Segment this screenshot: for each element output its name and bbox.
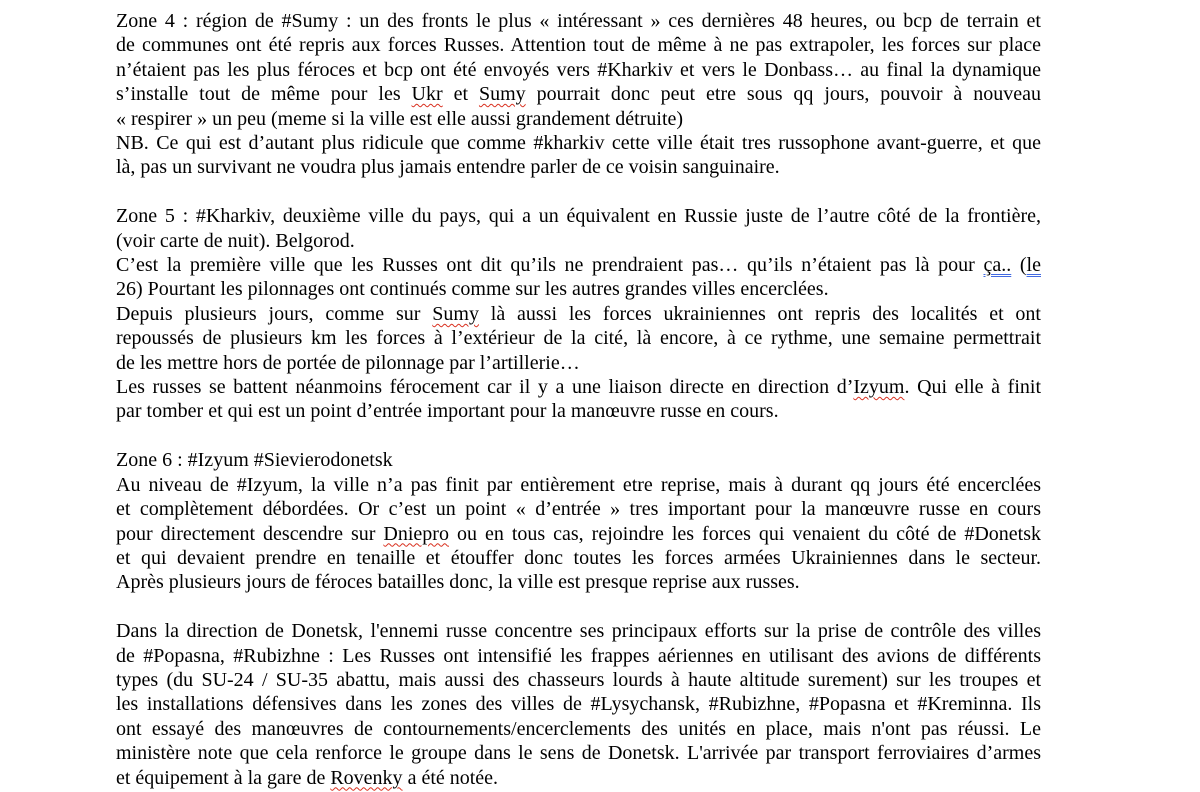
- paragraph-zone-5: [116, 204, 1041, 424]
- text-line: de les mettre hors de portée de pilonnage par l’artillerie…: [116, 351, 580, 374]
- text-line: [116, 253, 1041, 277]
- spelling-error-word[interactable]: Dniepro: [383, 522, 449, 545]
- text-line: de communes ont été repris aux forces Russes. Attention tout de même à ne pas extrapoler, les forces sur place: [116, 34, 1041, 57]
- text-line: types (du SU-24 / SU-35 abattu, mais aussi des chasseurs lourds à haute altitude surement) sur les troupes et: [116, 668, 1041, 691]
- text-line: Zone 4 : région de #Sumy : un des fronts le plus « intéressant » ces dernières 48 heures, ou bcp de terrain et: [116, 10, 1041, 32]
- spelling-error-word[interactable]: Ukr: [411, 83, 443, 106]
- text-line: [116, 82, 1041, 106]
- paragraph-donetsk: [116, 619, 1041, 790]
- text-line: ministère note que cela renforce le groupe dans le sens de Donetsk. L'arrivée par transport ferroviaires d’armes: [116, 742, 1041, 765]
- text-line: les installations défensives dans les zones des villes de #Lysychansk, #Rubizhne, #Popasna et #Kreminna. Ils: [116, 693, 1041, 716]
- text-line: de #Popasna, #Rubizhne : Les Russes ont intensifié les frappes aériennes en utilisant des avions de différents: [116, 644, 1041, 667]
- grammar-error-word[interactable]: ça..: [983, 254, 1012, 277]
- empty-line: [116, 424, 1041, 448]
- text-line: ont essayé des manœuvres de contournements/encerclements des unités en place, mais n'ont pas réussi. Le: [116, 717, 1041, 740]
- text-line: [116, 375, 1041, 399]
- document-body[interactable]: [116, 9, 1041, 790]
- text-line: [116, 766, 1041, 790]
- text-run: . Qui elle à finit: [904, 376, 1042, 399]
- text-line: Dans la direction de Donetsk, l'ennemi russe concentre ses principaux efforts sur la prise de contrôle des villes: [116, 620, 1041, 643]
- text-run: a été notée.: [402, 766, 499, 789]
- text-line: 26) Pourtant les pilonnages ont continués comme sur les autres grandes villes encerclées.: [116, 278, 829, 301]
- text-line: n’étaient pas les plus féroces et bcp ont été envoyés vers #Kharkiv et vers le Donbass… au final la dynamique: [116, 58, 1041, 81]
- spelling-error-word[interactable]: Rovenky: [330, 766, 403, 789]
- empty-line: [116, 595, 1041, 619]
- text-line: « respirer » un peu (meme si la ville est elle aussi grandement détruite): [116, 107, 684, 130]
- text-run: pour directement descendre sur: [116, 522, 384, 545]
- text-line: et qui devaient prendre en tenaille et étouffer donc toutes les forces armées Ukrainiennes dans le secteur.: [116, 546, 1041, 569]
- text-run: ou en tous cas, rejoindre les forces qui venaient du côté de #Donetsk: [448, 522, 1042, 545]
- text-line: Zone 5 : #Kharkiv, deuxième ville du pays, qui a un équivalent en Russie juste de l’autre côté de la frontière,: [116, 205, 1041, 228]
- text-line: [116, 302, 1041, 326]
- text-run: (: [1011, 254, 1027, 277]
- text-run: s’installe tout de même pour les: [116, 83, 412, 106]
- text-run: Les russes se battent néanmoins férocement car il y a une liaison directe en direction d’: [116, 376, 854, 399]
- paragraph-zone-6: [116, 448, 1041, 594]
- spelling-error-word[interactable]: Sumy: [478, 83, 526, 106]
- text-line: [116, 522, 1041, 546]
- text-line: là, pas un survivant ne voudra plus jamais entendre parler de ce voisin sanguinaire.: [116, 156, 780, 179]
- text-line: (voir carte de nuit). Belgorod.: [116, 229, 355, 252]
- text-run: C’est la première ville que les Russes ont dit qu’ils ne prendraient pas… qu’ils n’étaient pas là pour: [116, 254, 984, 277]
- spelling-error-word[interactable]: Izyum: [853, 376, 905, 399]
- empty-line: [116, 180, 1041, 204]
- text-line: par tomber et qui est un point d’entrée important pour la manœuvre russe en cours.: [116, 400, 779, 423]
- text-line: Au niveau de #Izyum, la ville n’a pas finit par entièrement etre reprise, mais à durant qq jours été encerclées: [116, 473, 1041, 496]
- text-line: Zone 6 : #Izyum #Sievierodonetsk: [116, 449, 393, 472]
- text-line: repoussés de plusieurs km les forces à l’extérieur de la cité, là encore, à ce rythme, une semaine permettrait: [116, 327, 1041, 350]
- paragraph-zone-4: [116, 9, 1041, 180]
- text-run: pourrait donc peut etre sous qq jours, pouvoir à nouveau: [525, 83, 1041, 106]
- spelling-error-word[interactable]: Sumy: [432, 302, 479, 325]
- text-run: là aussi les forces ukrainiennes ont repris des localités et ont: [478, 302, 1041, 325]
- text-line: NB. Ce qui est d’autant plus ridicule que comme #kharkiv cette ville était tres russophone avant-guerre, et que: [116, 132, 1041, 155]
- text-run: et équipement à la gare de: [116, 766, 331, 789]
- grammar-error-word[interactable]: le: [1026, 254, 1041, 277]
- text-run: et: [442, 83, 479, 106]
- text-line: et complètement débordées. Or c’est un point « d’entrée » tres important pour la manœuvre russe en cours: [116, 498, 1041, 521]
- text-run: Depuis plusieurs jours, comme sur: [116, 302, 433, 325]
- text-line: Après plusieurs jours de féroces batailles donc, la ville est presque reprise aux russes.: [116, 571, 800, 594]
